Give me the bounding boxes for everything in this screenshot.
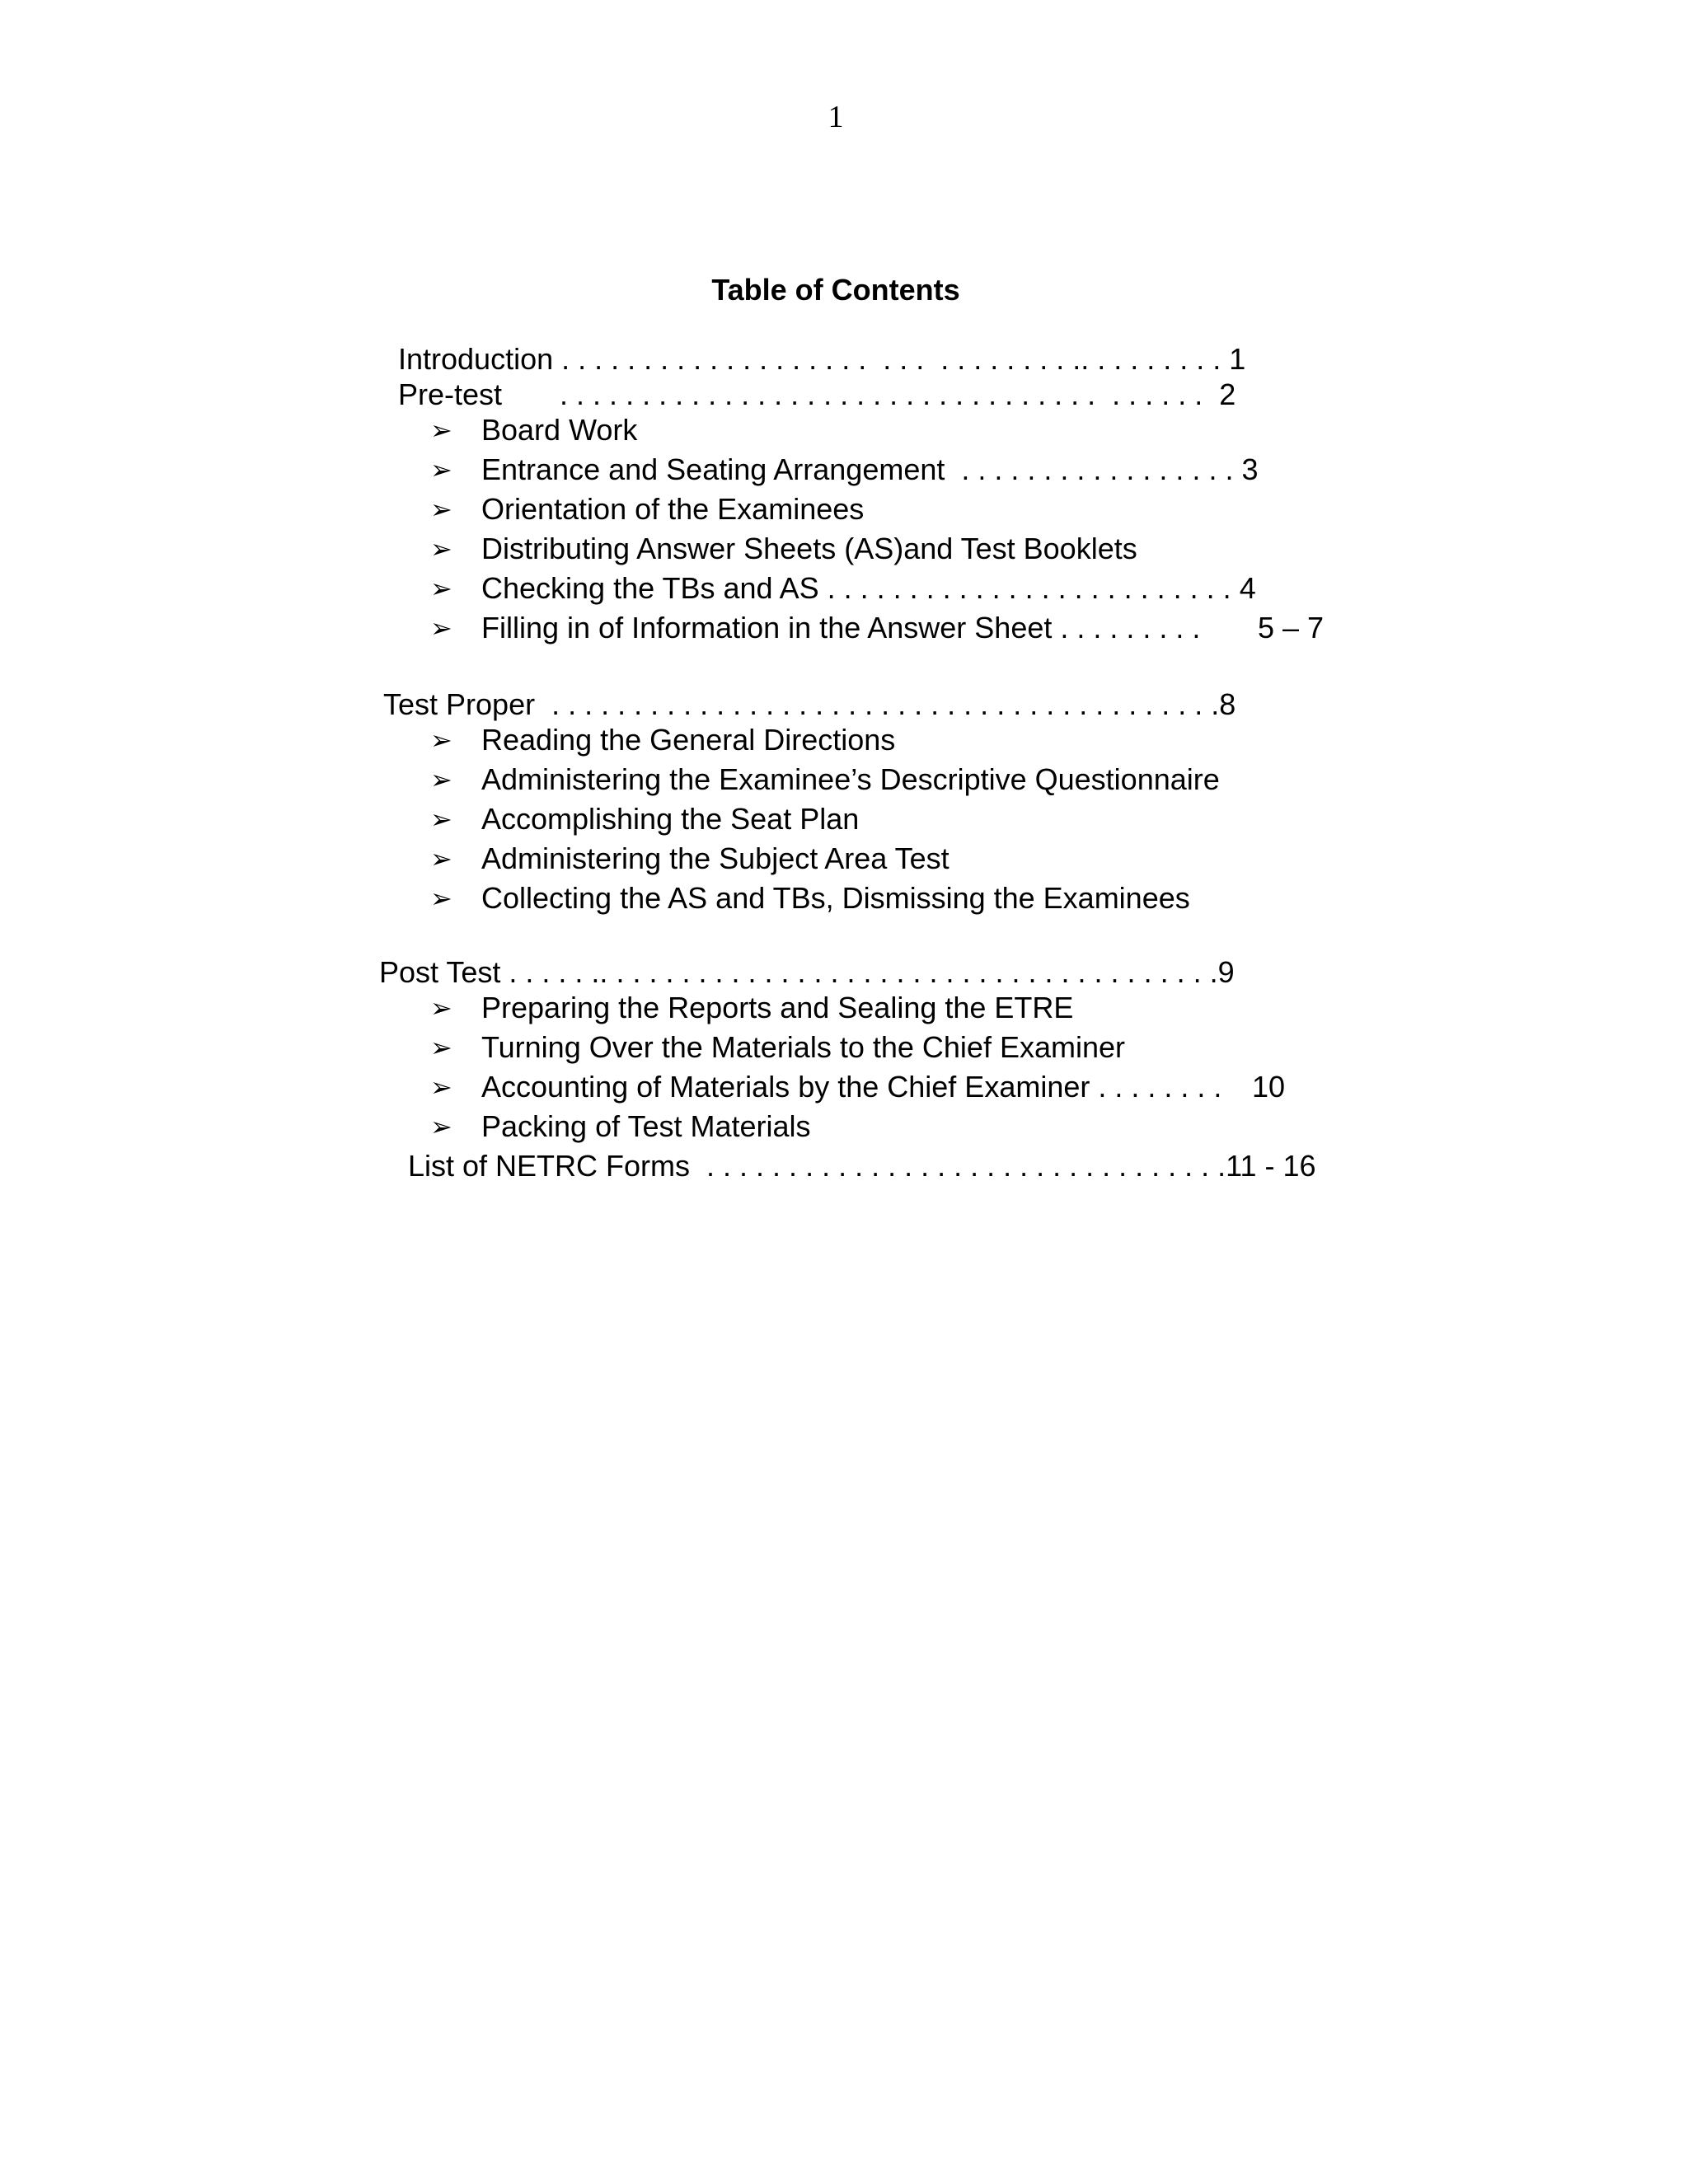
arrow-bullet-icon: ➢: [430, 1072, 452, 1102]
toc-subentry-orientation: Orientation of the Examinees: [481, 492, 865, 526]
toc-subentry-subject-area: Administering the Subject Area Test: [481, 841, 950, 875]
toc-subentry-turning-over: Turning Over the Materials to the Chief Examiner: [481, 1030, 1125, 1064]
toc-subentry-board-work: Board Work: [481, 413, 638, 447]
toc-page-filling: 5 – 7: [1258, 611, 1325, 644]
arrow-bullet-icon: ➢: [430, 1112, 452, 1141]
toc-entry-introduction: Introduction . . . . . . . . . . . . . . . . . . . . . . . . . . . . . . .. . . . . . . . . 1: [398, 342, 1246, 376]
toc-subentry-administering-edq: Administering the Examinee’s Descriptive Questionnaire: [481, 762, 1220, 796]
toc-subentry-distributing: Distributing Answer Sheets (AS)and Test Booklets: [481, 532, 1137, 565]
arrow-bullet-icon: ➢: [430, 883, 452, 913]
toc-entry-pretest: Pre-test . . . . . . . . . . . . . . . . . . . . . . . . . . . . . . . . . . . . . . . 2: [398, 377, 1236, 411]
toc-subentry-preparing: Preparing the Reports and Sealing the ETRE: [481, 991, 1074, 1024]
arrow-bullet-icon: ➢: [430, 415, 452, 445]
arrow-bullet-icon: ➢: [430, 725, 452, 755]
toc-subentry-packing: Packing of Test Materials: [481, 1109, 811, 1143]
toc-page-accounting: 10: [1252, 1070, 1286, 1104]
toc-subentry-filling: Filling in of Information in the Answer Sheet . . . . . . . . .: [481, 611, 1201, 644]
arrow-bullet-icon: ➢: [430, 765, 452, 794]
toc-title: Table of Contents: [711, 273, 960, 307]
toc-subentry-entrance: Entrance and Seating Arrangement . . . . . . . . . . . . . . . . . 3: [481, 452, 1259, 486]
arrow-bullet-icon: ➢: [430, 993, 452, 1023]
page-number: 1: [828, 100, 844, 134]
toc-subentry-reading: Reading the General Directions: [481, 723, 896, 757]
arrow-bullet-icon: ➢: [430, 494, 452, 524]
arrow-bullet-icon: ➢: [430, 613, 452, 643]
toc-subentry-checking: Checking the TBs and AS . . . . . . . . . . . . . . . . . . . . . . . . . 4: [481, 571, 1256, 605]
arrow-bullet-icon: ➢: [430, 1033, 452, 1062]
arrow-bullet-icon: ➢: [430, 455, 452, 485]
toc-entry-netrc-forms: List of NETRC Forms . . . . . . . . . . . . . . . . . . . . . . . . . . . . . . . .11 - 16: [408, 1149, 1316, 1183]
toc-entry-post-test: Post Test . . . . . .. . . . . . . . . . . . . . . . . . . . . . . . . . . . . . . . . . . . . .9: [379, 955, 1235, 989]
arrow-bullet-icon: ➢: [430, 574, 452, 603]
toc-subentry-accounting: Accounting of Materials by the Chief Examiner . . . . . . . .: [481, 1070, 1222, 1104]
toc-subentry-seat-plan: Accomplishing the Seat Plan: [481, 802, 860, 836]
toc-subentry-collecting: Collecting the AS and TBs, Dismissing the Examinees: [481, 881, 1190, 915]
toc-entry-test-proper: Test Proper . . . . . . . . . . . . . . . . . . . . . . . . . . . . . . . . . . . . . . . . .8: [383, 687, 1236, 721]
arrow-bullet-icon: ➢: [430, 844, 452, 874]
arrow-bullet-icon: ➢: [430, 534, 452, 564]
arrow-bullet-icon: ➢: [430, 804, 452, 834]
